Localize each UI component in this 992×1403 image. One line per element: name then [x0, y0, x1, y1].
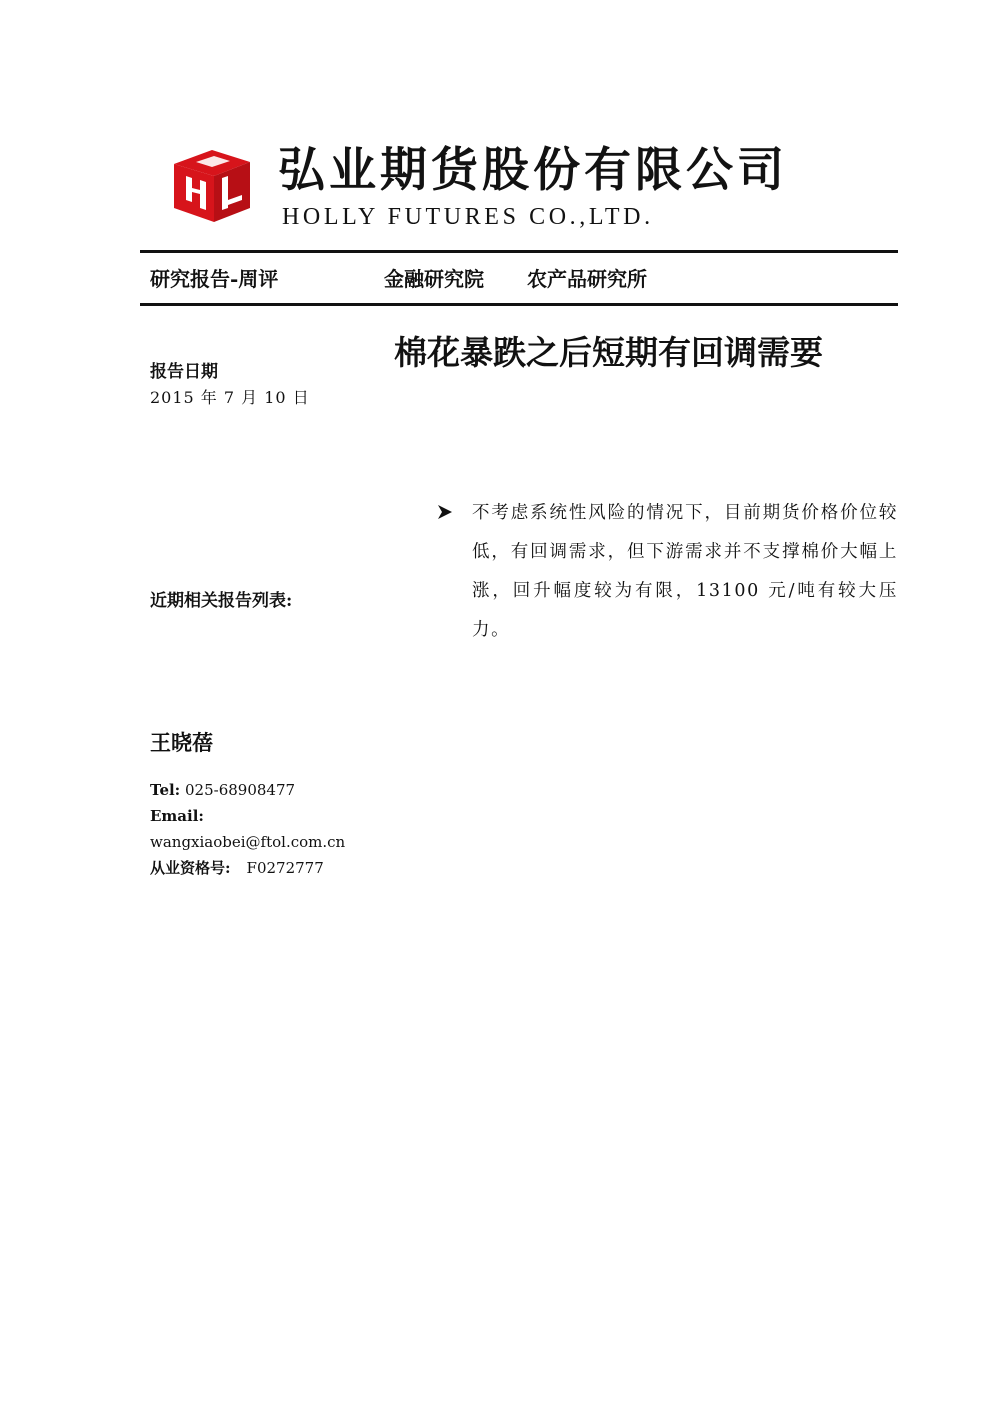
tel-value: 025-68908477 [185, 781, 296, 799]
email-value[interactable]: wangxiaobei@ftol.com.cn [150, 833, 346, 851]
license-value: F0272777 [246, 859, 324, 877]
email-label-text: Email: [150, 807, 204, 825]
report-date-label: 报告日期 [150, 362, 218, 382]
header-rule-bottom [140, 303, 898, 306]
company-name-cn: 弘业期货股份有限公司 [278, 143, 788, 198]
license-label: 从业资格号: [150, 859, 231, 877]
header-rule-top [140, 250, 898, 253]
email-label [150, 805, 204, 827]
author-name: 王晓蓓 [150, 730, 213, 755]
division-name: 农产品研究所 [527, 267, 647, 291]
institute-name: 金融研究院 [384, 267, 484, 291]
author-tel [150, 779, 295, 801]
summary-text: 不考虑系统性风险的情况下，目前期货价格价位较低，有回调需求，但下游需求并不支撑棉价大幅上涨，回升幅度较为有限，13100 元/吨有较大压力。 [472, 503, 898, 640]
report-date-value: 2015 年 7 月 10 日 [150, 388, 310, 407]
related-reports-label: 近期相关报告列表: [150, 591, 293, 611]
report-title: 棉花暴跌之后短期有回调需要 [394, 333, 823, 372]
author-license [150, 857, 324, 879]
tel-label: Tel: [150, 781, 181, 799]
arrowhead-bullet-icon [436, 502, 454, 522]
holly-futures-logo-icon [170, 142, 252, 224]
company-name-en: HOLLY FUTURES CO.,LTD. [282, 204, 654, 230]
report-type: 研究报告-周评 [150, 267, 279, 291]
